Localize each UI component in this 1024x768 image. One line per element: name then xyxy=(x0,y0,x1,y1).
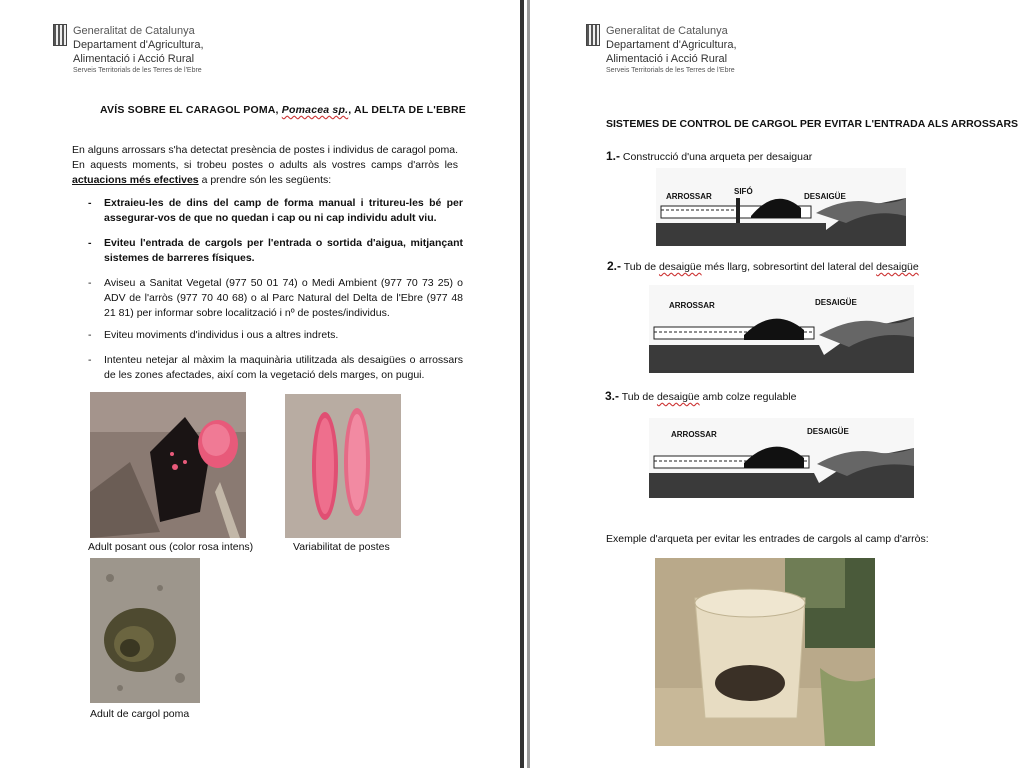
page-gutter xyxy=(519,0,531,768)
header-line-3: Alimentació i Acció Rural xyxy=(73,53,195,65)
generalitat-logo-icon xyxy=(586,24,600,46)
title-suffix: , AL DELTA DE L'EBRE xyxy=(348,104,466,116)
photo-caption-1: Adult posant ous (color rosa intens) xyxy=(88,541,254,553)
diagram-label-sifo: SIFÓ xyxy=(734,187,753,196)
header-line-4: Serveis Territorials de les Terres de l'Ebre xyxy=(606,67,735,74)
step-1: 1.- Construcció d'una arqueta per desaiguar xyxy=(606,149,813,163)
right-page xyxy=(531,0,1024,768)
intro-bold: actuacions més efectives xyxy=(72,174,199,186)
title-scientific-name: Pomacea sp. xyxy=(281,104,349,116)
diagram-label-arrossar: ARROSSAR xyxy=(669,301,715,310)
intro-end: a prendre són les següents: xyxy=(198,174,332,186)
photo-caption-2: Variabilitat de postes xyxy=(293,541,390,553)
diagram-label-desaigue: DESAIGÜE xyxy=(815,298,857,307)
header-line-4: Serveis Territorials de les Terres de l'Ebre xyxy=(73,67,202,74)
photo-adult-snail xyxy=(90,558,200,703)
diagram-tub-colze xyxy=(649,418,914,498)
list-item: - Intenteu netejar al màxim la maquinària utilitzada als desaigües o arrossars de les zones afectades, així com la vegetació dels marges, on pugui. xyxy=(88,354,463,381)
page-title xyxy=(100,104,466,116)
list-item: - Extraieu-les de dins del camp de forma manual i tritureu-les bé per assegurar-vos de que no quedan i cap ou ni cap individu adult viu. xyxy=(88,197,463,224)
title-prefix: AVÍS SOBRE EL CARAGOL POMA, xyxy=(100,104,282,116)
diagram-label-desaigue: DESAIGÜE xyxy=(807,427,849,436)
header-line-1: Generalitat de Catalunya xyxy=(606,25,728,37)
diagram-tub-llarg xyxy=(649,285,914,373)
diagram-label-arrossar: ARROSSAR xyxy=(671,430,717,439)
intro-paragraph xyxy=(72,143,458,188)
list-item: - Aviseu a Sanitat Vegetal (977 50 01 74) o Medi Ambient (977 70 73 25) o ADV de l'arròs (977 70 40 68) o al Parc Natural del Delta de l'Ebre (977 48 21 81) per informar sobre localització i nº de postes/individus. xyxy=(88,277,463,319)
diagram-label-arrossar: ARROSSAR xyxy=(666,192,712,201)
photo-egg-clutches xyxy=(285,394,401,538)
diagram-label-desaigue: DESAIGÜE xyxy=(804,192,846,201)
list-item: - Eviteu l'entrada de cargols per l'entrada o sortida d'aigua, mitjançant sistemes de barreres físiques. xyxy=(88,237,463,264)
step-3: 3.- Tub de desaigüe amb colze regulable xyxy=(605,389,797,403)
list-item: - Eviteu moviments d'individus i ous a altres indrets. xyxy=(88,329,339,341)
header-line-2: Departament d'Agricultura, xyxy=(73,39,204,51)
header-line-3: Alimentació i Acció Rural xyxy=(606,53,728,65)
diagram-arqueta xyxy=(656,168,906,246)
photo-snail-laying-eggs xyxy=(90,392,246,538)
step-2: 2.- Tub de desaigüe més llarg, sobresortint del lateral del desaigüe xyxy=(607,259,919,273)
example-text: Exemple d'arqueta per evitar les entrades de cargols al camp d'arròs: xyxy=(606,533,929,545)
intro-text: En alguns arrossars s'ha detectat presència de postes i individus de caragol poma. En aquests moments, si trobeu postes o adults als vostres camps d'arròs les xyxy=(72,144,458,171)
photo-arqueta xyxy=(655,558,875,746)
generalitat-logo-icon xyxy=(53,24,67,46)
section-title: SISTEMES DE CONTROL DE CARGOL PER EVITAR L'ENTRADA ALS ARROSSARS xyxy=(606,118,1019,130)
header-line-2: Departament d'Agricultura, xyxy=(606,39,737,51)
header-line-1: Generalitat de Catalunya xyxy=(73,25,195,37)
photo-caption-3: Adult de cargol poma xyxy=(90,708,190,720)
